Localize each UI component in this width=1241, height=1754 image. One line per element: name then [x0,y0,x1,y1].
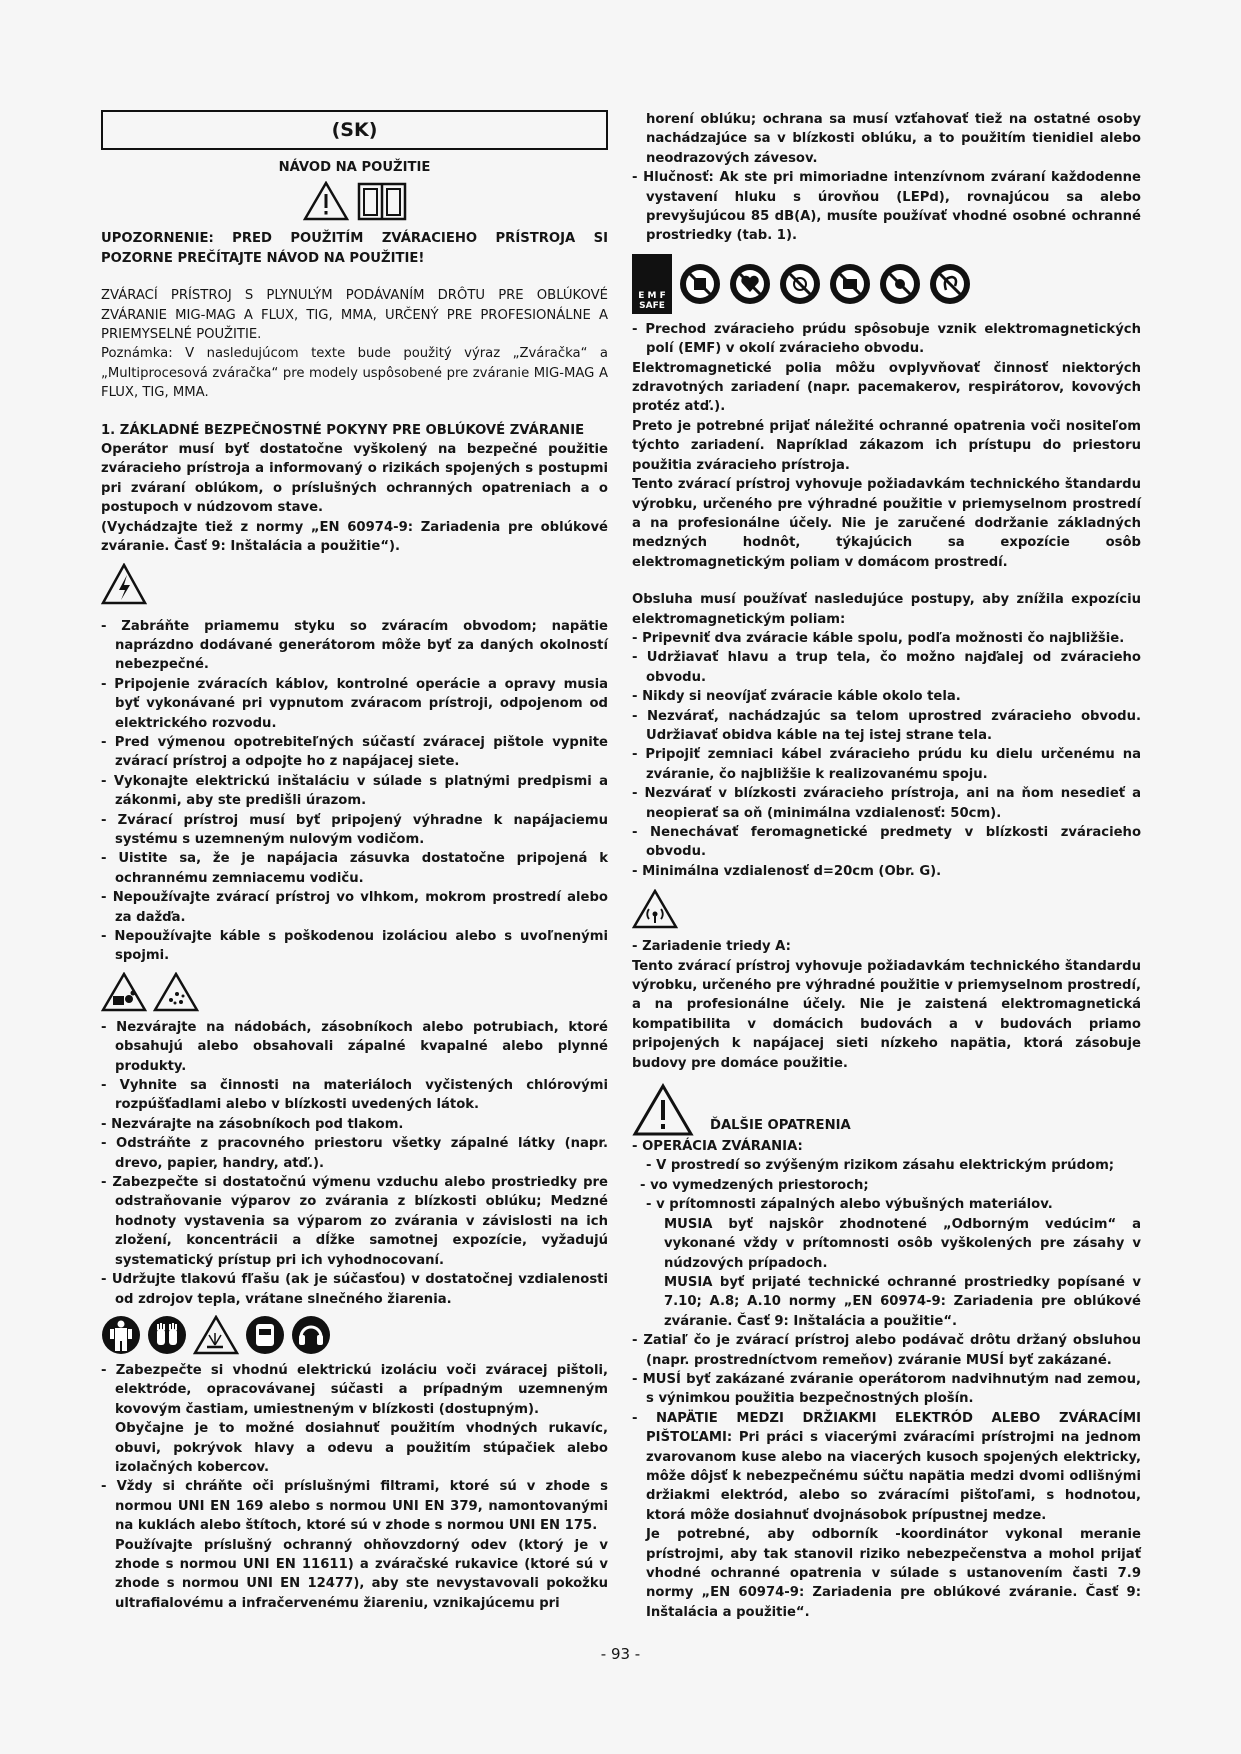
ppe-icons [101,1315,608,1355]
electric-hazard-icon [101,563,147,605]
gloves-icon [147,1315,187,1355]
list-item: - Pripojiť zemniaci kábel zváracieho prúdu ku dielu určenému na zváranie, čo najbližšie k realizovanému spoju. [632,747,1141,782]
page-number: - 93 - [600,1645,641,1663]
page-title: NÁVOD NA POUŽITIE [278,160,431,175]
further-measures-heading: ĎALŠIE OPATRENIA [710,1117,851,1133]
list-item-text: Obyčajne je to možné dosiahnuť použitím vhodných rukavíc, obuvi, pokrývok hlavy a odevu a použitím stúpačiek alebo izolačných kobercov. [115,1421,608,1475]
electric-hazard-icons [101,563,608,605]
emf-safe-badge [632,254,672,314]
no-pacemaker-icon [678,262,722,306]
list-item: - Pred výmenou opotrebiteľných súčastí zváracej pištole vypnite zvárací prístroj a odpojte ho z napájacej siete. [101,734,608,770]
list-item: - Odstráňte z pracovného priestoru všetky zápalné látky (napr. drevo, papier, handry, atď.). [101,1136,608,1171]
list-item: - MUSÍ byť zakázané zváranie operátorom nadvihnutým nad zemou, s výnimkou použitia bezpečnostných plošín. [632,1371,1141,1407]
emf-paragraph: Preto je potrebné prijať náležité ochranné opatrenia voči nositeľom týchto zariadení. Napríklad zákazom ich prístupu do priestoru použitia zváracieho prístroja. [632,418,1141,473]
protective-suit-icon [101,1315,141,1355]
voltage-paragraph: Je potrebné, aby odborník -koordinátor vykonal meranie prístrojmi, aby tak stanovil riziko nebezpečenstva a mohol prijať vhodné ochranné opatrenia v súlade s ustanovením časti 7.9 normy „EN 60974-9: Zariadenia pre oblúkové zváranie. Časť 9: Inštalácia a použitie“. [646,1527,1141,1620]
list-item: - Nikdy si neovíjať zváracie káble okolo tela. [632,689,961,705]
list-item: - Zabráňte priamemu styku so zváracím obvodom; napätie naprázdno dodávané generátorom môže byť za daných okolností nebezpečné. [101,618,608,673]
list-item: - Udržiavať hlavu a trup tela, čo možno najďalej od zváracieho obvodu. [632,650,1141,685]
musia-paragraph: MUSIA byť prijaté technické ochranné prostriedky popísané v 7.10; A.8; A.10 normy „EN 60974-9: Zariadenia pre oblúkové zváranie. Časť 9: Inštalácia a použitie“. [664,1274,1141,1329]
list-item: - v prítomnosti zápalných alebo výbušných materiálov. [646,1197,1053,1213]
list-item: - Nepoužívajte káble s poškodenou izoláciou alebo s uvoľnenými spojmi. [101,929,608,964]
left-column [101,110,608,1613]
list-item: - Pripevniť dva zváracie káble spolu, podľa možnosti čo najbližšie. [632,630,1125,646]
list-item: - Prechod zváracieho prúdu spôsobuje vznik elektromagnetických polí (EMF) v okolí zváracieho obvodu. [632,321,1141,357]
list-item: - Nezvárajte na nádobách, zásobníkoch alebo potrubiach, ktoré obsahujú alebo obsahovali zápalné kvapalné alebo plynné produkty. [101,1019,608,1074]
procedures-intro: Obsluha musí používať nasledujúce postupy, aby znížila expozíciu elektromagnetickým poliam: [632,592,1141,627]
intro-text: ZVÁRACÍ PRÍSTROJ S PLYNULÝM PODÁVANÍM DRÔTU PRE OBLÚKOVÉ ZVÁRANIE MIG-MAG A FLUX, TIG, MMA, URČENÝ PRE PROFESIONÁLNE A PRIEMYSELNÉ POUŽITIE. [101,288,608,343]
language-box: (SK) [101,110,608,150]
list-item: - Hlučnosť: Ak ste pri mimoriadne intenzívnom zváraní každodenne vystavení hluku s úrovňou (LEPd), rovnajúcou sa alebo prevyšujúcou 85 dB(A), musíte používať vhodné osobné ochranné prostriedky (tab. 1). [632,170,1141,244]
no-hearing-aid-icon [928,262,972,306]
ear-protection-icon [291,1315,331,1355]
no-watch-icon [878,262,922,306]
emf-badge-label: E M F [638,290,666,301]
emf-badge-label: SAFE [639,300,665,311]
continued-text: horení oblúku; ochrana sa musí vzťahovať tiež na ostatné osoby nachádzajúce sa v blízkosti oblúku, a to použitím tienidiel alebo neodrazových závesov. [646,112,1141,166]
no-heart-device-icon [728,262,772,306]
list-item: - Minimálna vzdialenosť d=20cm (Obr. G). [632,863,942,879]
fire-hazard-icons [101,972,608,1012]
emf-icons [632,254,1141,314]
warning-triangle-icon [632,1083,694,1137]
book-icon [357,181,407,221]
list-item: - Uistite sa, že je napájacia zásuvka dostatočne pripojená k ochrannému zemniacemu vodiču. [101,851,608,886]
section-paragraph: Operátor musí byť dostatočne vyškolený na bezpečné použitie zváracieho prístroja a informovaný o rizikách spojených s postupmi pri zváraní oblúkom, o príslušných ochranných opatreniach a o postupoch v núdzovom stave. [101,442,608,516]
fire-hazard-icon [153,972,199,1012]
list-item: - vo vymedzených priestoroch; [640,1177,869,1193]
list-item: - Nezvárajte na zásobníkoch pod tlakom. [101,1116,404,1132]
section-paragraph: (Vychádzajte tiež z normy „EN 60974-9: Zariadenia pre oblúkové zváranie. Časť 9: Inštalácia a použitie“). [101,519,608,555]
list-item: - Nezvárať, nachádzajúc sa telom uprostred zváracieho obvodu. Udržiavať obidva káble na tej istej strane tela. [632,708,1141,743]
manual-icons [101,181,608,221]
warning-text: UPOZORNENIE: PRED POUŽITÍM ZVÁRACIEHO PRÍSTROJA SI POZORNE PREČÍTAJTE NÁVOD NA POUŽITIE! [101,231,608,266]
list-item: - Zvárací prístroj musí byť pripojený výhradne k napájaciemu systému s uzemneným nulovým vodičom. [101,812,608,847]
list-item-text: Používajte príslušný ochranný ohňovzdorný odev (ktorý je v zhode s normou UNI EN 11611) a zváračské rukavice (ktoré sú v zhode s normou UNI EN 12477), aby ste nevystavovali pokožku ultrafialovému a infračervenému žiareniu, vznikajúcemu pri [115,1537,608,1611]
class-a-paragraph: Tento zvárací prístroj vyhovuje požiadavkám technického štandardu výrobku, určeného pre výhradné použitie v priemyselnom prostredí, a na profesionálne účely. Nie je zaistená elektromagnetická kompatibilita v domácich budovách a v budovách priamo pripojených k napájacej sieti nízkeho napätia, ktorá zásobuje budovy pre domáce použitie. [632,958,1141,1071]
warning-triangle-icon [303,181,349,221]
list-item: - Zabezpečte si dostatočnú výmenu vzduchu alebo prostriedky pre odstraňovanie výparov zo zvárania z blízkosti oblúku; Medzné hodnoty vystavenia sa výparom zo zvárania v závislosti na ich zložení, koncentrácii a dĺžke samotnej expozície, vyžadujú systematický prístup pri ich vyhodnocovaní. [101,1175,608,1268]
list-item: - Zatiaľ čo je zvárací prístroj alebo podávač drôtu držaný obsluhou (napr. prostredníctvom remeňov) zváranie MUSÍ byť zakázané. [632,1333,1141,1368]
list-item: - V prostredí so zvýšeným rizikom zásahu elektrickým prúdom; [646,1158,1115,1174]
list-item: - Zabezpečte si vhodnú elektrickú izoláciu voči zváracej pištoli, elektróde, opracovávanej súčasti a prípadným uzemneným kovovým častiam, umiestneným v blízkosti (dostupným). [101,1362,608,1417]
further-measures-heading-row [632,1083,1141,1137]
radiation-warning-icons [632,889,1141,929]
no-metal-implant-icon [778,262,822,306]
list-item: - Nezvárať v blízkosti zváracieho prístroja, ani na ňom nesedieť a neopierať sa oň (minimálna vzdialenosť: 50cm). [632,786,1141,821]
operations-heading: - OPERÁCIA ZVÁRANIA: [632,1139,803,1155]
no-electronics-icon [828,262,872,306]
list-item: - Pripojenie zváracích káblov, kontrolné operácie a opravy musia byť vykonávané pri vypnutom zváracom prístroji, odpojenom od elektrického rozvodu. [101,676,608,731]
list-item: - Nenechávať feromagnetické predmety v blízkosti zváracieho obvodu. [632,825,1141,860]
list-item: - Nepoužívajte zvárací prístroj vo vlhkom, mokrom prostredí alebo za dažďa. [101,890,608,925]
list-item: - Vykonajte elektrickú inštaláciu v súlade s platnými predpismi a zákonmi, aby ste predišli úrazom. [101,773,608,809]
list-item: - Vždy si chráňte oči príslušnými filtrami, ktoré sú v zhode s normou UNI EN 169 alebo s normou UNI EN 379, namontovanými na kuklách alebo štítoch, ktoré sú v zhode s normou UNI EN 175. [101,1479,608,1534]
emf-paragraph: Elektromagnetické polia môžu ovplyvňovať činnosť niektorých zdravotných zariadení (napr. pacemakerov, respirátorov, kovových protéz atď.). [632,360,1141,415]
list-item: - NAPÄTIE MEDZI DRŽIAKMI ELEKTRÓD ALEBO ZVÁRACÍMI PIŠTOĽAMI: Pri práci s viacerými zváracími prístrojmi na jednom zvarovanom kuse alebo na viacerých kusoch spojených elektricky, môže dôjsť k nebezpečnému súčtu napätia medzi dvomi odlišnými držiakmi elektród, alebo so zváracími pištoľami, s hodnotou, ktorá môže dosiahnuť dvojnásobok prípustnej medze. [632,1410,1141,1523]
musia-paragraph: MUSIA byť najskôr zhodnotené „Odborným vedúcim“ a vykonané vždy v prítomnosti osôb vyškolených pre zásahy v núdzových prípadoch. [664,1216,1141,1271]
list-item: - Udržujte tlakovú fľašu (ak je súčasťou) v dostatočnej vzdialenosti od zdrojov tepla, vrátane slnečného žiarenia. [101,1272,608,1307]
explosion-hazard-icon [101,972,147,1012]
arc-radiation-hazard-icon [193,1315,239,1355]
right-column [632,110,1141,1622]
intro-note: Poznámka: V nasledujúcom texte bude použitý výraz „Zváračka“ a „Multiprocesová zváračka“ pre modely uspôsobené pre zváranie MIG-MAG A FLUX, TIG, MMA. [101,346,608,401]
section-heading: 1. ZÁKLADNÉ BEZPEČNOSTNÉ POKYNY PRE OBLÚKOVÉ ZVÁRANIE [101,422,585,438]
non-ionizing-radiation-icon [632,889,678,929]
welding-mask-icon [245,1315,285,1355]
emf-paragraph: Tento zvárací prístroj vyhovuje požiadavkám technického štandardu výrobku, určeného pre výhradné použitie v priemyselnom prostredí a na profesionálne účely. Nie je zaručené dodržanie základných medzných hodnôt, týkajúcich sa expozície osôb elektromagnetickým poliam v domácom prostredí. [632,477,1141,570]
list-item: - Vyhnite sa činnosti na materiáloch vyčistených chlórovými rozpúšťadlami alebo v blízkosti uvedených látok. [101,1078,608,1113]
list-item: - Zariadenie triedy A: [632,939,791,955]
